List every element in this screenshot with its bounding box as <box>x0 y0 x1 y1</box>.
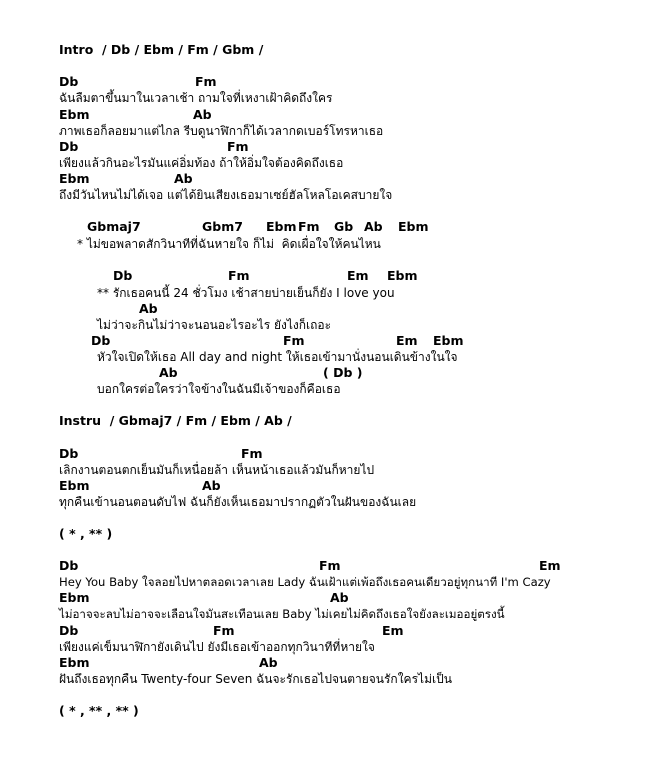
chord: Fm <box>228 268 250 283</box>
chord: Fm <box>298 219 320 234</box>
chord: Fm <box>213 623 235 638</box>
chord: Gb <box>334 219 354 234</box>
chord: Gbmaj7 <box>87 219 141 234</box>
chord: Db <box>59 446 79 461</box>
chord: Fm <box>283 333 305 348</box>
chord: Ab <box>330 590 349 605</box>
chord: Ebm <box>398 219 429 234</box>
chord: Gbm7 <box>202 219 243 234</box>
chord: Db <box>91 333 111 348</box>
chord: Em <box>539 558 561 573</box>
chord: Ebm <box>59 655 90 670</box>
lyric-line: ไม่ว่าจะกินไม่ว่าจะนอนอะไรอะไร ยังไงก็เถอะ <box>97 318 332 332</box>
chord: Ebm <box>59 171 90 186</box>
chord: Ebm <box>387 268 418 283</box>
chord: Em <box>382 623 404 638</box>
intro-line: Intro / Db / Ebm / Fm / Gbm / <box>59 42 264 57</box>
chord: Ebm <box>59 478 90 493</box>
lyric-line: เพียงแล้วกินอะไรมันแค่อิ่มท้อง ถ้าให้อิ่มใจต้องคิดถึงเธอ <box>59 156 344 170</box>
lyric-line: ไม่อาจจะลบไม่อาจจะเลือนใจมันสะเทือนเลย Baby ไม่เคยไม่คิดถึงเธอใจยังละเมออยู่ตรงนี้ <box>59 607 505 621</box>
lyric-line: หัวใจเปิดให้เธอ All day and night ให้เธอเข้ามานั่งนอนเดินข้างในใจ <box>97 350 458 364</box>
lyric-line: Hey You Baby ใจลอยไปหาตลอดเวลาเลย Lady ฉันเฝ้าแต่เพ้อถึงเธอคนเดียวอยู่ทุกนาที I'm Cazy <box>59 575 551 589</box>
chord: Ebm <box>266 219 297 234</box>
chord: Em <box>396 333 418 348</box>
chord: Ab <box>364 219 383 234</box>
lyric-line: * ไม่ขอพลาดสักวินาทีที่ฉันหายใจ ก็ไม่ คิดเผื่อใจให้คนไหน <box>77 237 381 251</box>
chord: Fm <box>241 446 263 461</box>
chord: Ebm <box>59 590 90 605</box>
chord: Em <box>347 268 369 283</box>
chord: Ab <box>139 301 158 316</box>
chord: Ebm <box>433 333 464 348</box>
chord: Ab <box>174 171 193 186</box>
chord: Ab <box>259 655 278 670</box>
lyric-line: ถึงมีวันไหนไม่ได้เจอ แต่ได้ยินเสียงเธอมาเซย์ฮัลโหลโอเคสบายใจ <box>59 188 393 202</box>
lyric-line: บอกใครต่อใครว่าใจข้างในฉันมีเจ้าของก็คือเธอ <box>97 382 341 396</box>
chord: Ab <box>193 107 212 122</box>
lyric-line: ฝันถึงเธอทุกคืน Twenty-four Seven ฉันจะรักเธอไปจนตายจนรักใครไม่เป็น <box>59 672 452 686</box>
lyric-line: ฉันลืมตาขึ้นมาในเวลาเช้า ถามใจที่เหงาเฝ้าคิดถึงใคร <box>59 91 333 105</box>
chord: Fm <box>195 74 217 89</box>
repeat-marker: ( * , ** , ** ) <box>59 703 139 718</box>
lyric-line: เพียงแค่เข็มนาฬิกายังเดินไป ยังมีเธอเข้าออกทุกวินาทีที่หายใจ <box>59 640 375 654</box>
lyric-line: ** รักเธอคนนี้ 24 ชั่วโมง เช้าสายบ่ายเย็นก็ยัง I love you <box>97 286 395 300</box>
lyric-line: ภาพเธอก็ลอยมาแต่ไกล รีบดูนาฬิกาก็ได้เวลากดเบอร์โทรหาเธอ <box>59 124 384 138</box>
chord: Ebm <box>59 107 90 122</box>
chord: Fm <box>319 558 341 573</box>
chord: Db <box>59 623 79 638</box>
chord: Ab <box>159 365 178 380</box>
chord: Db <box>59 558 79 573</box>
chord: Db <box>59 139 79 154</box>
chord: ( Db ) <box>323 365 363 380</box>
chord: Ab <box>202 478 221 493</box>
lyric-line: เลิกงานตอนตกเย็นมันก็เหนื่อยล้า เห็นหน้าเธอแล้วมันก็หายไป <box>59 463 375 477</box>
chord: Db <box>59 74 79 89</box>
instru-line: Instru / Gbmaj7 / Fm / Ebm / Ab / <box>59 413 292 428</box>
chord: Db <box>113 268 133 283</box>
chord: Fm <box>227 139 249 154</box>
lyric-line: ทุกคืนเข้านอนตอนดับไฟ ฉันก็ยังเห็นเธอมาปรากฏตัวในฝันของฉันเลย <box>59 495 417 509</box>
repeat-marker: ( * , ** ) <box>59 526 113 541</box>
